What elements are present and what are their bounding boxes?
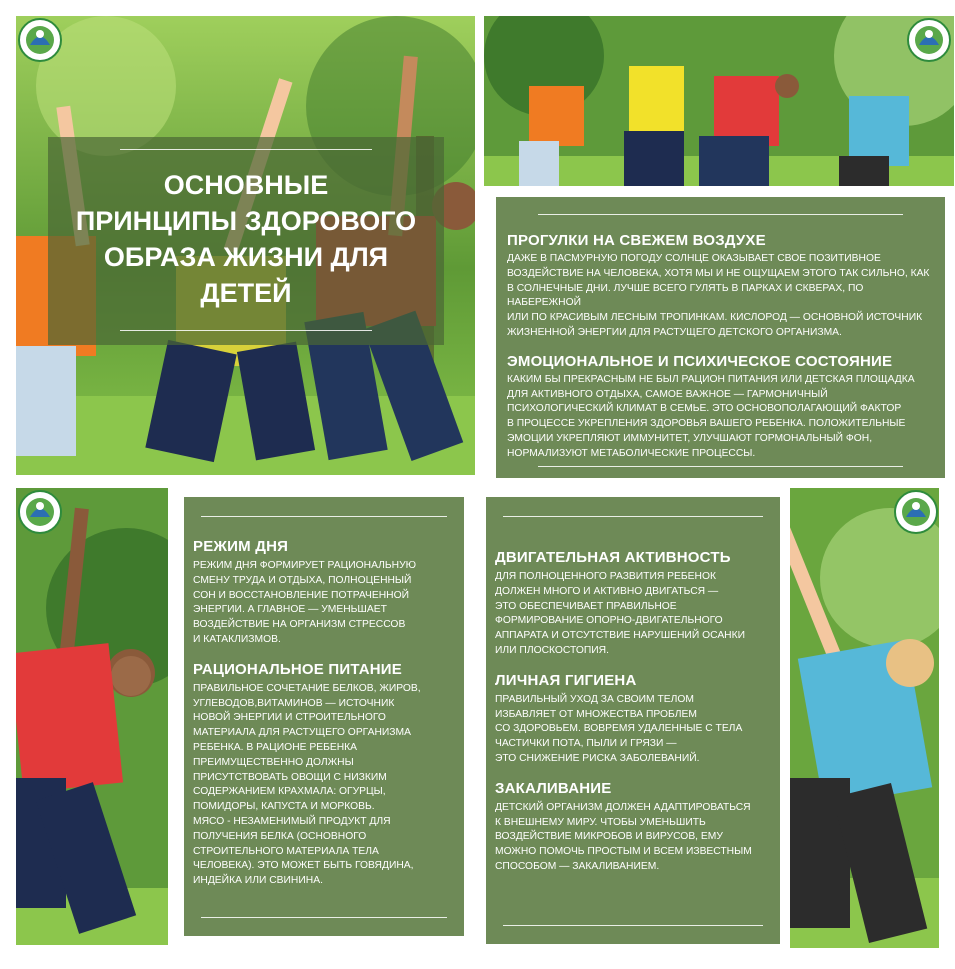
section-title: ЭМОЦИОНАЛЬНОЕ И ПСИХИЧЕСКОЕ СОСТОЯНИЕ: [507, 352, 893, 370]
section-title: ДВИГАТЕЛЬНАЯ АКТИВНОСТЬ: [495, 549, 731, 566]
section-title: ЛИЧНАЯ ГИГИЕНА: [495, 671, 637, 689]
section-body: ПРАВИЛЬНОЕ СОЧЕТАНИЕ БЕЛКОВ, ЖИРОВ, УГЛЕВОДОВ,ВИТАМИНОВ — ИСТОЧНИК НОВОЙ ЭНЕРГИИ И СТРОИТЕЛЬНОГО МАТЕРИАЛА ДЛЯ РАСТУЩЕГО ОРГАНИЗМА РЕБЕНКА. В РАЦИОНЕ РЕБЕНКА ПРЕИМУЩЕСТВЕННО ДОЛЖНЫ ПРИСУТСТВОВАТЬ ОВОЩИ С НИЗКИМ СОДЕРЖАНИЕМ КРАХМАЛА: ОГУРЦЫ, ПОМИДОРЫ, КАПУСТА И МОРКОВЬ. МЯСО - НЕЗАМЕНИМЫЙ ПРОДУКТ ДЛЯ ПОЛУЧЕНИЯ БЕЛКА (ОСНОВНОГО СТРОИТЕЛЬНОГО МАТЕРИАЛА ТЕЛА ЧЕЛОВЕКА). ЭТО МОЖЕТ БЫТЬ ГОВЯДИНА, ИНДЕЙКА ИЛИ СВИНИНА.: [193, 682, 421, 887]
organization-logo-icon: [894, 490, 938, 534]
info-card-walks-emotions: [496, 197, 945, 478]
top-right-photo: [484, 16, 954, 186]
hero-title-panel: [48, 137, 444, 345]
boy-stretching-photo: [790, 488, 939, 948]
girl-stretching-photo: [16, 488, 168, 945]
section-body: ПРАВИЛЬНЫЙ УХОД ЗА СВОИМ ТЕЛОМ ИЗБАВЛЯЕТ ОТ МНОЖЕСТВА ПРОБЛЕМ СО ЗДОРОВЬЕМ. ВОВРЕМЯ УДАЛЕННЫЕ С ТЕЛА ЧАСТИЧКИ ПОТА, ПЫЛИ И ГРЯЗИ — ЭТО СНИЖЕНИЕ РИСКА ЗАБОЛЕВАНИЙ.: [495, 693, 743, 764]
section-title: ЗАКАЛИВАНИЕ: [495, 779, 612, 797]
organization-logo-icon: [907, 18, 951, 62]
organization-logo-icon: [18, 18, 62, 62]
info-card-activity-hygiene-hardening: [486, 497, 780, 944]
section-body: РЕЖИМ ДНЯ ФОРМИРУЕТ РАЦИОНАЛЬНУЮ СМЕНУ ТРУДА И ОТДЫХА, ПОЛНОЦЕННЫЙ СОН И ВОССТАНОВЛЕНИЕ ПОТРАЧЕННОЙ ЭНЕРГИИ. А ГЛАВНОЕ — УМЕНЬШАЕТ ВОЗДЕЙСТВИЕ НА ОРГАНИЗМ СТРЕССОВ И КАТАКЛИЗМОВ.: [193, 560, 417, 645]
section-title: ПРОГУЛКИ НА СВЕЖЕМ ВОЗДУХЕ: [507, 232, 766, 249]
section-body: ДЕТСКИЙ ОРГАНИЗМ ДОЛЖЕН АДАПТИРОВАТЬСЯ К ВНЕШНЕМУ МИРУ. ЧТОБЫ УМЕНЬШИТЬ ВОЗДЕЙСТВИЕ МИКРОБОВ И ВИРУСОВ, ЕМУ МОЖНО ПОМОЧЬ ПРОСТЫМ И ВСЕМ ИЗВЕСТНЫМ СПОСОБОМ — ЗАКАЛИВАНИЕМ.: [495, 801, 752, 872]
section-body: ДАЖЕ В ПАСМУРНУЮ ПОГОДУ СОЛНЦЕ ОКАЗЫВАЕТ СВОЕ ПОЗИТИВНОЕ ВОЗДЕЙСТВИЕ НА ЧЕЛОВЕКА, ХОТЯ МЫ И НЕ ОЩУЩАЕМ ЭТОГО ТАК СИЛЬНО, КАК В СОЛНЕЧНЫЕ ДНИ. ЛУЧШЕ ВСЕГО ГУЛЯТЬ В ПАРКАХ И СКВЕРАХ, ПО НАБЕРЕЖНОЙ ИЛИ ПО КРАСИВЫМ ЛЕСНЫМ ТРОПИНКАМ. КИСЛОРОД — ОСНОВНОЙ ИСТОЧНИК ЖИЗНЕННОЙ ЭНЕРГИИ ДЛЯ РАСТУЩЕГО ДЕТСКОГО ОРГАНИЗМА.: [507, 253, 930, 338]
section-body: ДЛЯ ПОЛНОЦЕННОГО РАЗВИТИЯ РЕБЕНОК ДОЛЖЕН МНОГО И АКТИВНО ДВИГАТЬСЯ — ЭТО ОБЕСПЕЧИВАЕТ ПРАВИЛЬНОЕ ФОРМИРОВАНИЕ ОПОРНО-ДВИГАТЕЛЬНОГО АППАРАТА И ОТСУТСТВИЕ НАРУШЕНИЙ ОСАНКИ ИЛИ ПЛОСКОСТОПИЯ.: [495, 571, 746, 656]
info-card-regime-nutrition: [184, 497, 464, 936]
page-title: ОСНОВНЫЕ ПРИНЦИПЫ ЗДОРОВОГО ОБРАЗА ЖИЗНИ ДЛЯ ДЕТЕЙ: [75, 170, 417, 308]
section-title: РАЦИОНАЛЬНОЕ ПИТАНИЕ: [193, 660, 402, 678]
section-body: КАКИМ БЫ ПРЕКРАСНЫМ НЕ БЫЛ РАЦИОН ПИТАНИЯ ИЛИ ДЕТСКАЯ ПЛОЩАДКА ДЛЯ АКТИВНОГО ОТДЫХА, САМОЕ ВАЖНОЕ — ГАРМОНИЧНЫЙ ПСИХОЛОГИЧЕСКИЙ КЛИМАТ В СЕМЬЕ. ЭТО ОСНОВОПОЛАГАЮЩИЙ ФАКТОР В ПРОЦЕССЕ УКРЕПЛЕНИЯ ЗДОРОВЬЯ ВАШЕГО РЕБЕНКА. ПОЛОЖИТЕЛЬНЫЕ ЭМОЦИИ УКРЕПЛЯЮТ ИММУНИТЕТ, УЛУЧШАЮТ ГОРМОНАЛЬНЫЙ ФОН, НОРМАЛИЗУЮТ МЕТАБОЛИЧЕСКИЕ ПРОЦЕССЫ.: [507, 373, 915, 459]
section-title: РЕЖИМ ДНЯ: [193, 538, 289, 555]
organization-logo-icon: [18, 490, 62, 534]
